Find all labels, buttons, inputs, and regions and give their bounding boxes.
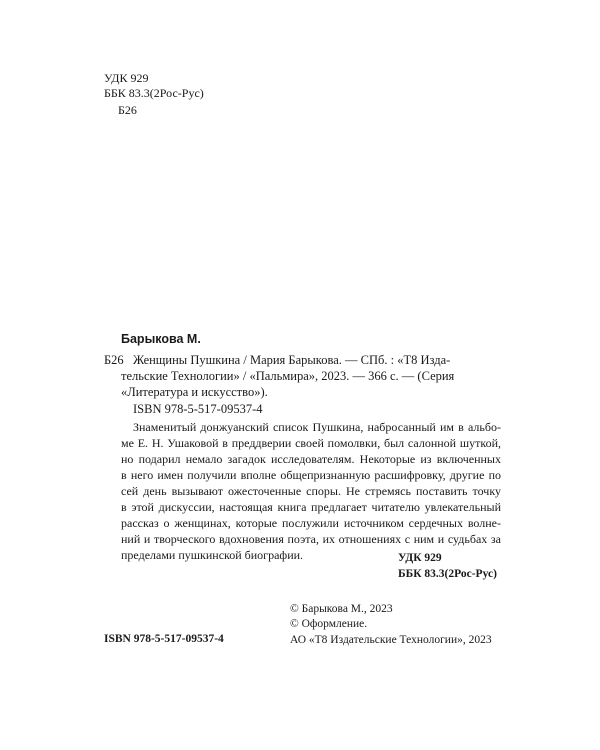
author-sign-entry: Б26 bbox=[104, 353, 124, 367]
entry-isbn: ISBN 978-5-517-09537-4 bbox=[133, 402, 263, 416]
abstract-line: в этой дискуссии, настоящая книга предлагает читателю увлекательный bbox=[121, 500, 501, 514]
author-name: Барыкова М. bbox=[121, 332, 201, 346]
entry-line-2: тельские Технологии» / «Пальмира», 2023. — 366 с. — (Серия bbox=[121, 369, 455, 383]
udk-code-top: УДК 929 bbox=[104, 71, 149, 85]
entry-line-1: Женщины Пушкина / Мария Барыкова. — СПб. : «Т8 Изда- bbox=[133, 353, 451, 367]
copyright-design: © Оформление. bbox=[290, 618, 368, 630]
udk-code-bottom: УДК 929 bbox=[398, 552, 442, 564]
author-sign-top: Б26 bbox=[118, 103, 137, 117]
entry-line-3: «Литература и искусство»). bbox=[121, 385, 268, 399]
abstract-line: в него имен получили вполне общепризнанную расшифровку, другие по bbox=[121, 468, 501, 482]
abstract-line: сей день вызывают ожесточенные споры. Не стремясь поставить точку bbox=[121, 484, 501, 498]
copyright-author: © Барыкова М., 2023 bbox=[290, 603, 393, 615]
abstract-line: ме Е. Н. Ушаковой в преддверии своей помолвки, был салонной шуткой, bbox=[121, 436, 501, 450]
bbk-code-top: ББК 83.3(2Рос-Рус) bbox=[104, 86, 204, 100]
abstract-line: пределами пушкинской биографии. bbox=[121, 548, 304, 562]
abstract-line: ний и творческого вдохновения поэта, их отношениях с ним и судьбах за bbox=[121, 532, 501, 546]
abstract bbox=[121, 419, 501, 563]
abstract-line: Знаменитый донжуанский список Пушкина, набросанный им в альбо- bbox=[133, 420, 501, 434]
bbk-code-bottom: ББК 83.3(2Рос-Рус) bbox=[398, 568, 497, 580]
isbn-bottom: ISBN 978-5-517-09537-4 bbox=[104, 633, 224, 645]
abstract-line: рассказ о женщинах, которые послужили источником сердечных волне- bbox=[121, 516, 501, 530]
abstract-line: но подарил немало загадок исследователям. Некоторые из включенных bbox=[121, 452, 501, 466]
copyright-publisher: АО «Т8 Издательские Технологии», 2023 bbox=[290, 634, 492, 646]
